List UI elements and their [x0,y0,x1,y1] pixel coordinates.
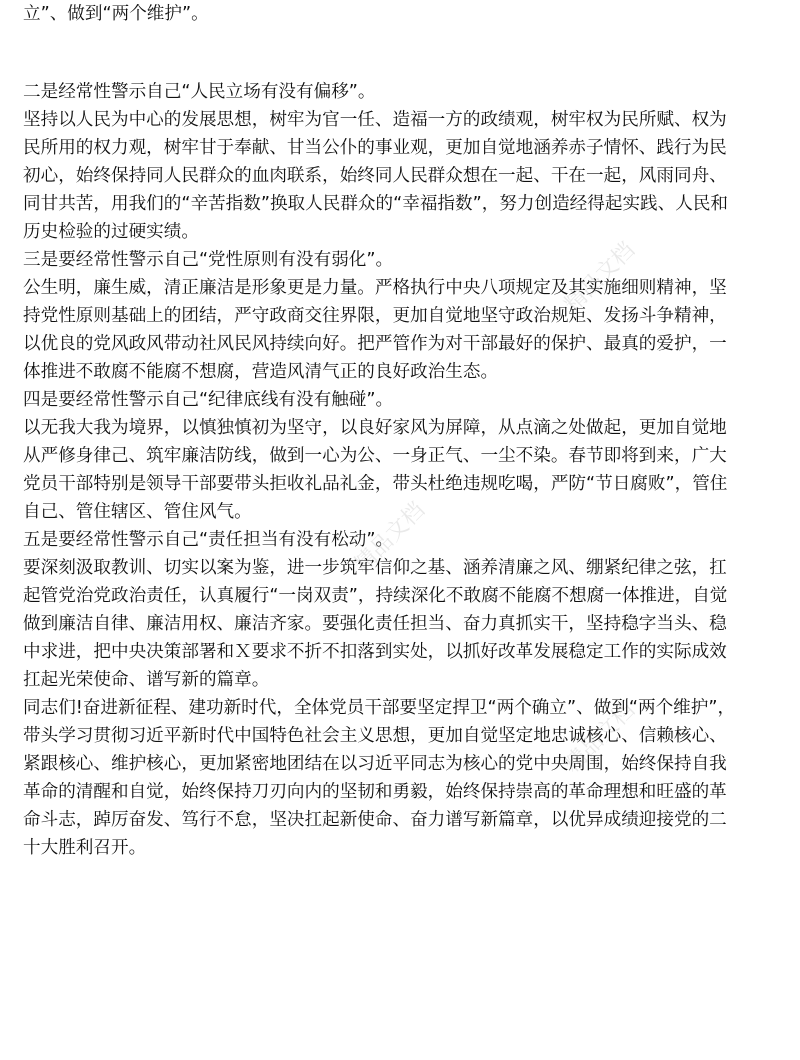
text-line: 带头学习贯彻习近平新时代中国特色社会主义思想，更加自觉坚定地忠诚核心、信赖核心、 [23,726,727,746]
text-line: 持党性原则基础上的团结，严守政商交往界限，更加自觉地坚守政治规矩、发扬斗争精神， [23,306,727,326]
text-line: 中求进，把中央决策部署和Ｘ要求不折不扣落到实处，以抓好改革发展稳定工作的实际成效 [23,642,727,662]
text-line: 民所用的权力观，树牢甘于奉献、甘当公仆的事业观，更加自觉地涵养赤子情怀、践行为民 [23,138,727,158]
text-line: 紧跟核心、维护核心，更加紧密地团结在以习近平同志为核心的党中央周围，始终保持自我 [23,754,727,774]
text-line: 十大胜利召开。 [23,838,147,858]
text-line: 坚持以人民为中心的发展思想，树牢为官一任、造福一方的政绩观，树牢权为民所赋、权为 [23,110,727,130]
text-line: 自己、管住辖区、管住风气。 [23,502,252,522]
text-line: 体推进不敢腐不能腐不想腐，营造风清气正的良好政治生态。 [23,362,499,382]
section-heading: 二是经常性警示自己“人民立场有没有偏移”。 [23,82,376,102]
text-line: 做到廉洁自律、廉洁用权、廉洁齐家。要强化责任担当、奋力真抓实干，坚持稳字当头、稳 [23,614,727,634]
text-line: 扛起光荣使命、谱写新的篇章。 [23,670,270,690]
text-line: 历史检验的过硬实绩。 [23,222,199,242]
section-heading: 三是要经常性警示自己“党性原则有没有弱化”。 [23,250,394,270]
text-line: 同志们!奋进新征程、建功新时代，全体党员干部要坚定捍卫“两个确立”、做到“两个维护”， [23,698,736,718]
text-line: 要深刻汲取教训、切实以案为鉴，进一步筑牢信仰之基、涵养清廉之风、绷紧纪律之弦，扛 [23,558,727,578]
text-line: 革命的清醒和自觉，始终保持刀刃向内的坚韧和勇毅，始终保持崇高的革命理想和旺盛的革 [23,782,727,802]
text-line: 起管党治党政治责任，认真履行“一岗双责”，持续深化不敢腐不能腐不想腐一体推进，自觉 [23,586,728,606]
section-heading: 四是要经常性警示自己“纪律底线有没有触碰”。 [23,390,394,410]
text-line: 党员干部特别是领导干部要带头拒收礼品礼金，带头杜绝违规吃喝，严防“节日腐败”，管住 [23,474,728,494]
text-line: 公生明，廉生威，清正廉洁是形象更是力量。严格执行中央八项规定及其实施细则精神，坚 [23,278,727,298]
text-line: 以优良的党风政风带动社风民风持续向好。把严管作为对干部最好的保护、最真的爱护，一 [23,334,727,354]
watermark: 精品文档 [560,237,640,318]
text-line: 初心，始终保持同人民群众的血肉联系，始终同人民群众想在一起、干在一起，风雨同舟、 [23,166,727,186]
text-line: 从严修身律己、筑牢廉洁防线，做到一心为公、一身正气、一尘不染。春节即将到来，广大 [23,446,727,466]
text-line: 立”、做到“两个维护”。 [23,4,209,24]
watermark: 精品文档 [560,697,640,778]
text-line: 命斗志，踔厉奋发、笃行不怠，坚决扛起新使命、奋力谱写新篇章，以优异成绩迎接党的二 [23,810,727,830]
section-heading: 五是要经常性警示自己“责任担当有没有松动”。 [23,530,394,550]
text-line: 同甘共苦，用我们的“辛苦指数”换取人民群众的“幸福指数”，努力创造经得起实践、人民和 [23,194,729,214]
text-line: 以无我大我为境界，以慎独慎初为坚守，以良好家风为屏障，从点滴之处做起，更加自觉地 [23,418,727,438]
watermark: 精品文档 [350,497,430,578]
